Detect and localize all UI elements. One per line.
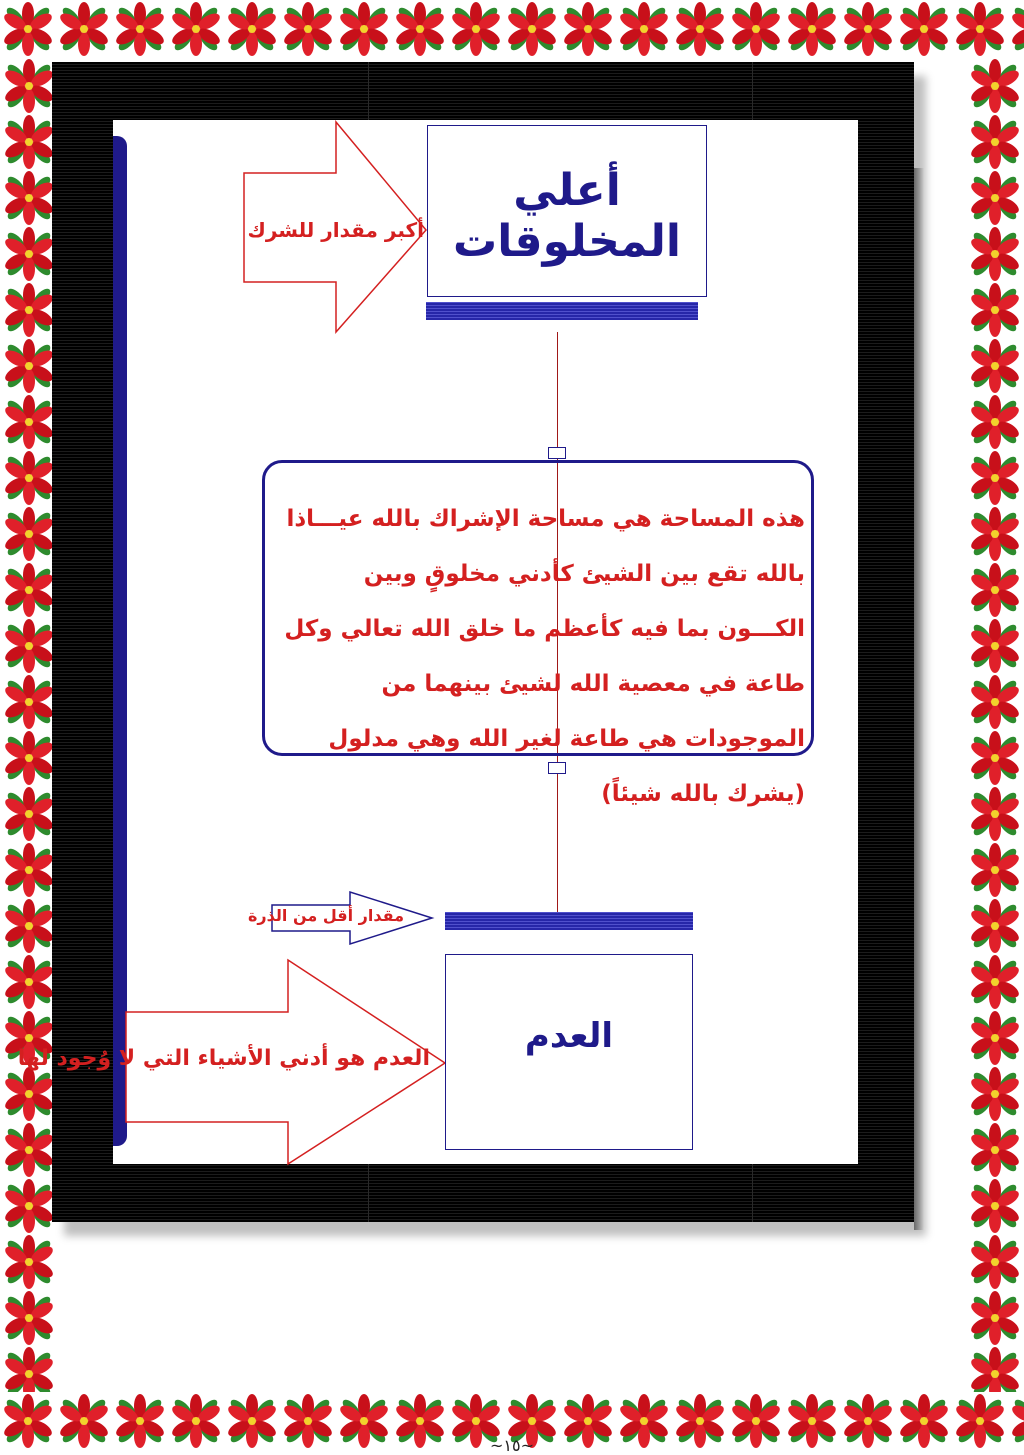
top-blue-bar — [426, 302, 698, 320]
top-arrow-label: أكبر مقدار للشرك — [247, 218, 424, 242]
middle-arrow-label: مقدار أقل من الذرة — [247, 906, 404, 925]
middle-blue-bar — [445, 912, 693, 930]
connector-handle — [548, 447, 566, 459]
bottom-box-title: العدم — [524, 1016, 614, 1056]
middle-text: هذه المساحة هي مساحة الإشراك بالله عيـــاذا بالله تقع بين الشيئ كأدني مخلوقٍ وبين الكـــون بما فيه كأعظم ما خلق الله تعالي وكل طاعة في معصية الله لشيئ بينهما من الموجودات هي طاعة لغير الله وهي مدلول (يشرك بالله شيئاً) — [284, 506, 805, 807]
top-box-title: أعلي المخلوقات — [453, 165, 681, 267]
bottom-arrow-label: العدم هو أدني الأشياء التي لا وُجود لها — [17, 1046, 430, 1071]
page-number: ~١٥~ — [490, 1436, 534, 1455]
